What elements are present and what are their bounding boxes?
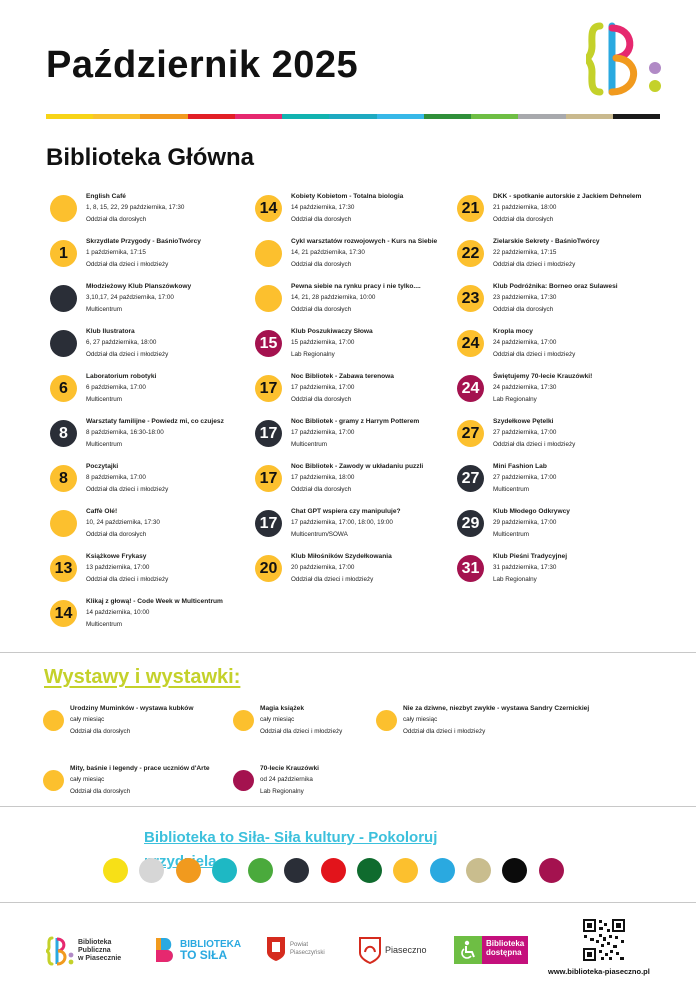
event-date-badge: 27 xyxy=(457,420,484,447)
event-item xyxy=(251,325,451,370)
footer-logo-biblioteka-publiczna[interactable] xyxy=(46,936,121,966)
event-date-badge xyxy=(50,510,77,537)
event-item xyxy=(453,415,653,460)
color-swatch xyxy=(284,858,309,883)
event-date-badge: 13 xyxy=(50,555,77,582)
accessibility-icon xyxy=(454,936,482,964)
stripe-segment xyxy=(282,114,329,119)
event-place: Multicentrum xyxy=(86,395,123,403)
color-swatch xyxy=(430,858,455,883)
event-date-badge: 29 xyxy=(457,510,484,537)
event-date-badge xyxy=(50,330,77,357)
library-small-logo-icon xyxy=(46,936,74,966)
exhibition-place: Oddział dla dorosłych xyxy=(70,728,131,735)
stripe-segment xyxy=(93,114,140,119)
exhibition-date: cały miesiąc xyxy=(260,716,295,723)
exhibitions-title: Wystawy i wystawki: xyxy=(44,666,241,688)
event-item xyxy=(46,235,246,280)
event-date: 24 października, 17:30 xyxy=(493,384,557,391)
event-date: 31 października, 17:30 xyxy=(493,564,557,571)
event-place: Lab Regionalny xyxy=(493,575,537,583)
event-name: Młodzieżowy Klub Planszówkowy xyxy=(86,283,192,290)
footer-logo4-text: Piaseczno xyxy=(385,945,427,955)
footer-logo-biblioteka-to-sila[interactable] xyxy=(153,936,241,964)
event-date: 1, 8, 15, 22, 29 października, 17:30 xyxy=(86,204,185,211)
color-swatch xyxy=(176,858,201,883)
event-item xyxy=(453,370,653,415)
event-date-badge: 27 xyxy=(457,465,484,492)
event-date-badge: 17 xyxy=(255,375,282,402)
event-name: Klub Pieśni Tradycyjnej xyxy=(493,553,568,560)
divider xyxy=(0,806,696,807)
event-place: Oddział dla dzieci i młodzieży xyxy=(86,485,169,493)
event-date: 21 października, 18:00 xyxy=(493,204,557,211)
event-name: Książkowe Frykasy xyxy=(86,553,147,560)
color-swatch xyxy=(103,858,128,883)
event-place: Oddział dla dzieci i młodzieży xyxy=(493,350,576,358)
events-column-2 xyxy=(251,190,451,595)
event-date: 3,10,17, 24 października, 17:00 xyxy=(86,294,174,301)
event-item xyxy=(46,550,246,595)
event-date: 24 października, 17:00 xyxy=(493,339,557,346)
stripe-segment xyxy=(235,114,282,119)
footer-logo-powiat[interactable] xyxy=(266,936,325,962)
event-date-badge: 14 xyxy=(255,195,282,222)
event-item xyxy=(46,415,246,460)
exhibition-date: cały miesiąc xyxy=(70,716,105,723)
color-stripe xyxy=(46,114,660,119)
event-date-badge: 23 xyxy=(457,285,484,312)
color-swatch xyxy=(248,858,273,883)
event-place: Oddział dla dzieci i młodzieży xyxy=(86,260,169,268)
event-name: Klub Poszukiwaczy Słowa xyxy=(291,328,373,335)
event-place: Multicentrum xyxy=(493,530,530,538)
event-date: 1 października, 17:15 xyxy=(86,249,146,256)
event-item xyxy=(251,505,451,550)
event-item xyxy=(251,550,451,595)
event-date: 23 października, 17:30 xyxy=(493,294,557,301)
footer-logo1-line: w Piasecznie xyxy=(78,955,122,962)
event-item xyxy=(453,280,653,325)
event-place: Multicentrum xyxy=(493,485,530,493)
color-swatch xyxy=(139,858,164,883)
event-place: Oddział dla dorosłych xyxy=(291,305,352,313)
event-date: 17 października, 17:00 xyxy=(291,384,355,391)
event-date-badge: 8 xyxy=(50,465,77,492)
event-place: Oddział dla dorosłych xyxy=(291,395,352,403)
event-place: Multicentrum xyxy=(291,440,328,448)
stripe-segment xyxy=(377,114,424,119)
event-name: Warsztaty familijne - Powiedz mi, co czujesz xyxy=(86,418,224,425)
stripe-segment xyxy=(424,114,471,119)
event-place: Oddział dla dzieci i młodzieży xyxy=(291,575,374,583)
event-item xyxy=(251,370,451,415)
exhibition-place: Lab Regionalny xyxy=(260,788,304,795)
event-date: 22 października, 17:15 xyxy=(493,249,557,256)
event-place: Multicentrum xyxy=(86,440,123,448)
event-date-badge: 22 xyxy=(457,240,484,267)
event-item xyxy=(46,190,246,235)
stripe-segment xyxy=(46,114,93,119)
event-date: 27 października, 17:00 xyxy=(493,429,557,436)
stripe-segment xyxy=(140,114,187,119)
event-date-badge: 20 xyxy=(255,555,282,582)
event-date: 20 października, 17:00 xyxy=(291,564,355,571)
event-date: 13 października, 17:00 xyxy=(86,564,150,571)
footer-logo-piaseczno[interactable] xyxy=(358,936,427,964)
event-place: Multicentrum xyxy=(86,620,123,628)
event-date: 6 października, 17:00 xyxy=(86,384,146,391)
exhibition-dot xyxy=(376,710,397,731)
event-date: 10, 24 października, 17:30 xyxy=(86,519,160,526)
exhibition-date: od 24 października xyxy=(260,776,313,783)
event-date: 14, 21 października, 17:30 xyxy=(291,249,365,256)
event-place: Oddział dla dorosłych xyxy=(291,260,352,268)
event-item xyxy=(251,415,451,460)
event-name: Klub Miłośników Szydełkowania xyxy=(291,553,392,560)
event-item xyxy=(453,460,653,505)
event-name: DKK - spotkanie autorskie z Jackiem Dehnelem xyxy=(493,193,642,200)
event-date-badge: 8 xyxy=(50,420,77,447)
event-date-badge: 14 xyxy=(50,600,77,627)
coloring-title[interactable]: Biblioteka to Siła- Siła kultury - Pokoloruj xyxy=(144,829,438,846)
exhibition-dot xyxy=(233,770,254,791)
event-date: 14, 21, 28 października, 10:00 xyxy=(291,294,376,301)
coloring-palette xyxy=(103,858,564,883)
footer-logo1-line: Publiczna xyxy=(78,947,111,954)
event-date: 17 października, 17:00, 18:00, 19:00 xyxy=(291,519,393,526)
exhibition-date: cały miesiąc xyxy=(403,716,438,723)
section-title: Biblioteka Główna xyxy=(46,144,255,171)
stripe-segment xyxy=(613,114,660,119)
event-name: Skrzydlate Przygody - BaśnioTwórcy xyxy=(86,238,201,245)
event-place: Multicentrum/SOWA xyxy=(291,530,348,538)
color-swatch xyxy=(502,858,527,883)
stripe-segment xyxy=(471,114,518,119)
footer-logo3-line: Powiat xyxy=(290,942,309,948)
event-date-badge: 15 xyxy=(255,330,282,357)
event-place: Oddział dla dorosłych xyxy=(86,530,147,538)
exhibition-place: Oddział dla dorosłych xyxy=(70,788,131,795)
to-sila-b-icon xyxy=(153,936,177,964)
event-date: 8 października, 17:00 xyxy=(86,474,146,481)
event-item xyxy=(46,505,246,550)
event-date: 14 października, 17:30 xyxy=(291,204,355,211)
color-swatch xyxy=(393,858,418,883)
event-date: 15 października, 17:00 xyxy=(291,339,355,346)
event-date-badge xyxy=(255,285,282,312)
powiat-crest-icon xyxy=(266,936,286,962)
exhibition-item xyxy=(376,704,676,754)
event-name: Kobiety Kobietom - Totalna biologia xyxy=(291,193,404,200)
footer-logo5-line: dostępna xyxy=(486,948,522,957)
event-name: Klub Młodego Odkrywcy xyxy=(493,508,570,515)
event-date: 17 października, 17:00 xyxy=(291,429,355,436)
event-name: Noc Bibliotek - Zabawa terenowa xyxy=(291,373,394,380)
event-name: Mini Fashion Lab xyxy=(493,463,547,470)
stripe-segment xyxy=(329,114,376,119)
exhibition-place: Oddział dla dzieci i młodzieży xyxy=(260,728,343,735)
exhibition-item xyxy=(43,704,243,754)
event-name: Szydełkowe Pętelki xyxy=(493,418,554,425)
event-item xyxy=(46,325,246,370)
event-place: Oddział dla dzieci i młodzieży xyxy=(493,440,576,448)
event-place: Lab Regionalny xyxy=(291,350,335,358)
event-date-badge: 24 xyxy=(457,375,484,402)
library-logo xyxy=(586,22,664,98)
event-item xyxy=(46,595,246,640)
event-item xyxy=(453,325,653,370)
footer-logo5-line: Biblioteka xyxy=(486,939,525,948)
color-swatch xyxy=(212,858,237,883)
event-item xyxy=(251,235,451,280)
event-place: Oddział dla dzieci i młodzieży xyxy=(86,575,169,583)
exhibition-place: Oddział dla dzieci i młodzieży xyxy=(403,728,486,735)
event-name: Cykl warsztatów rozwojowych - Kurs na Siebie xyxy=(291,238,438,245)
event-name: Noc Bibliotek - Zawody w układaniu puzzli xyxy=(291,463,424,470)
event-name: Klikaj z głową! - Code Week w Multicentrum xyxy=(86,598,223,605)
events-column-3 xyxy=(453,190,653,595)
footer-logo-biblioteka-dostepna[interactable] xyxy=(454,936,528,964)
event-name: Kropla mocy xyxy=(493,328,533,335)
event-name: Klub Podróżnika: Borneo oraz Sulawesi xyxy=(493,283,618,290)
qr-code-icon[interactable] xyxy=(582,918,626,962)
event-name: Zielarskie Sekrety - BaśnioTwórcy xyxy=(493,238,600,245)
event-item xyxy=(251,190,451,235)
event-place: Oddział dla dorosłych xyxy=(291,215,352,223)
event-name: Noc Bibliotek - gramy z Harrym Potterem xyxy=(291,418,420,425)
stripe-segment xyxy=(566,114,613,119)
event-item xyxy=(453,505,653,550)
event-place: Multicentrum xyxy=(86,305,123,313)
event-date-badge: 31 xyxy=(457,555,484,582)
event-date: 6, 27 października, 18:00 xyxy=(86,339,157,346)
event-date: 14 października, 10:00 xyxy=(86,609,150,616)
exhibition-name: Nie za dziwne, niezbyt zwykłe - wystawa Sandry Czernickiej xyxy=(403,705,590,712)
event-date-badge: 24 xyxy=(457,330,484,357)
event-date-badge xyxy=(50,285,77,312)
piaseczno-crest-icon xyxy=(358,936,382,964)
exhibition-name: Magia książek xyxy=(260,705,304,712)
exhibition-name: Mity, baśnie i legendy - prace uczniów d'Arte xyxy=(70,765,210,772)
event-name: Poczytajki xyxy=(86,463,119,470)
color-swatch xyxy=(321,858,346,883)
event-place: Oddział dla dorosłych xyxy=(493,305,554,313)
website-link[interactable]: www.biblioteka-piaseczno.pl xyxy=(548,967,650,976)
event-date-badge xyxy=(255,240,282,267)
event-name: Chat GPT wspiera czy manipuluje? xyxy=(291,508,401,515)
event-place: Oddział dla dorosłych xyxy=(291,485,352,493)
event-date-badge: 17 xyxy=(255,510,282,537)
event-item xyxy=(251,280,451,325)
event-place: Oddział dla dorosłych xyxy=(493,215,554,223)
color-swatch xyxy=(539,858,564,883)
event-item xyxy=(453,190,653,235)
color-swatch xyxy=(357,858,382,883)
footer-logo3-line: Piaseczyński xyxy=(290,950,325,956)
divider xyxy=(0,652,696,653)
event-item xyxy=(46,460,246,505)
event-date: 27 października, 17:00 xyxy=(493,474,557,481)
color-swatch xyxy=(466,858,491,883)
event-name: Caffè Olé! xyxy=(86,508,118,515)
event-date-badge: 17 xyxy=(255,465,282,492)
event-date-badge: 17 xyxy=(255,420,282,447)
event-place: Oddział dla dzieci i młodzieży xyxy=(493,260,576,268)
stripe-segment xyxy=(188,114,235,119)
event-name: English Café xyxy=(86,193,126,200)
stripe-segment xyxy=(518,114,565,119)
exhibition-name: 70-lecie Krauzówki xyxy=(260,765,320,772)
event-date: 8 października, 16:30-18:00 xyxy=(86,429,164,436)
event-place: Oddział dla dorosłych xyxy=(86,215,147,223)
event-name: Świętujemy 70-lecie Krauzówki! xyxy=(493,373,593,380)
event-date: 29 października, 17:00 xyxy=(493,519,557,526)
event-name: Laboratorium robotyki xyxy=(86,373,157,380)
event-date-badge xyxy=(50,195,77,222)
event-date: 17 października, 18:00 xyxy=(291,474,355,481)
event-place: Lab Regionalny xyxy=(493,395,537,403)
event-item xyxy=(453,550,653,595)
event-name: Klub Ilustratora xyxy=(86,328,135,335)
event-date-badge: 21 xyxy=(457,195,484,222)
exhibition-date: cały miesiąc xyxy=(70,776,105,783)
footer-logo1-line: Biblioteka xyxy=(78,939,112,946)
exhibition-dot xyxy=(43,770,64,791)
event-name: Pewna siebie na rynku pracy i nie tylko.... xyxy=(291,283,421,290)
event-item xyxy=(251,460,451,505)
event-date-badge: 6 xyxy=(50,375,77,402)
events-column-1 xyxy=(46,190,246,640)
exhibition-dot xyxy=(43,710,64,731)
event-item xyxy=(453,235,653,280)
event-item xyxy=(46,370,246,415)
divider xyxy=(0,902,696,903)
event-item xyxy=(46,280,246,325)
footer-logo2-line: TO SIŁA xyxy=(180,948,228,962)
event-place: Oddział dla dzieci i młodzieży xyxy=(86,350,169,358)
footer-logo2-line: BIBLIOTEKA xyxy=(180,939,242,950)
exhibition-dot xyxy=(233,710,254,731)
exhibition-name: Urodziny Muminków - wystawa kubków xyxy=(70,705,194,712)
page-title: Październik 2025 xyxy=(46,44,359,86)
event-date-badge: 1 xyxy=(50,240,77,267)
